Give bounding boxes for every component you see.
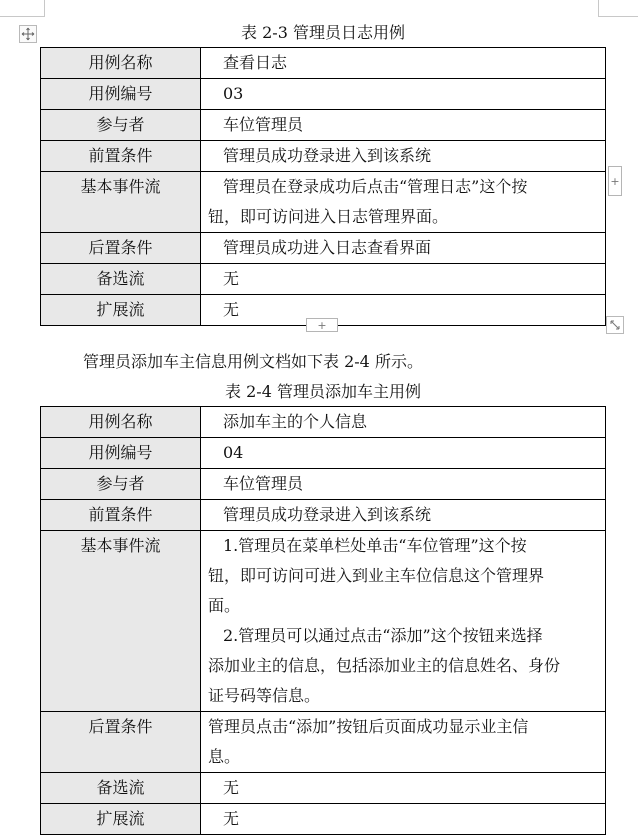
text-line: 1.管理员在菜单栏处单击“车位管理”这个按 (223, 536, 527, 555)
row-label: 备选流 (41, 264, 201, 295)
table-row (41, 141, 606, 172)
row-label: 前置条件 (41, 500, 201, 531)
table-row (41, 233, 606, 264)
add-row-button[interactable] (306, 318, 338, 332)
use-case-table-logs (40, 47, 606, 326)
use-case-table-add-owner (40, 406, 606, 835)
table-caption: 表 2-3 管理员日志用例 (241, 23, 405, 42)
row-value[interactable]: 查看日志 (201, 48, 606, 79)
table-row (41, 407, 606, 438)
row-label: 扩展流 (41, 295, 201, 326)
row-value[interactable]: 无 (201, 804, 606, 835)
row-value[interactable]: 车位管理员 (201, 110, 606, 141)
table-row (41, 773, 606, 804)
row-label: 前置条件 (41, 141, 201, 172)
intro-paragraph: 管理员添加车主信息用例文档如下表 2-4 所示。 (83, 352, 423, 371)
table-row (41, 531, 606, 712)
row-label: 用例名称 (41, 48, 201, 79)
table-row (41, 48, 606, 79)
row-label: 后置条件 (41, 233, 201, 264)
row-label: 用例编号 (41, 79, 201, 110)
table-resize-handle[interactable] (606, 316, 624, 334)
page-corner-guide (598, 0, 638, 17)
row-value[interactable]: 无 (201, 295, 606, 326)
text-line: 面。 (208, 596, 241, 615)
row-value[interactable]: 车位管理员 (201, 469, 606, 500)
table-row (41, 172, 606, 233)
row-value[interactable] (201, 531, 606, 712)
table-row (41, 500, 606, 531)
table-row (41, 469, 606, 500)
add-column-button[interactable] (608, 166, 622, 196)
plus-icon: + (610, 174, 620, 188)
text-line: 2.管理员可以通过点击“添加”这个按钮来选择 (223, 626, 543, 645)
table-move-handle[interactable] (19, 25, 37, 43)
row-label: 用例编号 (41, 438, 201, 469)
row-value[interactable]: 无 (201, 773, 606, 804)
row-value[interactable]: 管理员成功登录进入到该系统 (201, 500, 606, 531)
plus-icon: + (317, 318, 327, 332)
resize-icon (609, 319, 621, 331)
table-row (41, 438, 606, 469)
row-value[interactable]: 无 (201, 264, 606, 295)
row-value[interactable]: 04 (201, 438, 606, 469)
row-value[interactable] (201, 712, 606, 773)
text-line: 管理员在登录成功后点击“管理日志”这个按 (223, 177, 528, 196)
row-label: 用例名称 (41, 407, 201, 438)
row-value[interactable]: 03 (201, 79, 606, 110)
table-row (41, 804, 606, 835)
page-corner-guide (0, 0, 45, 17)
row-label: 扩展流 (41, 804, 201, 835)
row-label: 基本事件流 (41, 172, 201, 233)
text-line: 管理员点击“添加”按钮后页面成功显示业主信 (208, 717, 529, 736)
move-icon (21, 27, 35, 41)
text-line: 钮，即可访问进入日志管理界面。 (208, 207, 449, 226)
table-row (41, 264, 606, 295)
text-line: 息。 (208, 747, 241, 766)
row-label: 基本事件流 (41, 531, 201, 712)
table-caption: 表 2-4 管理员添加车主用例 (225, 382, 421, 401)
table-row (41, 712, 606, 773)
row-value[interactable]: 管理员成功进入日志查看界面 (201, 233, 606, 264)
table-row (41, 110, 606, 141)
row-label: 后置条件 (41, 712, 201, 773)
table-row (41, 79, 606, 110)
text-line: 证号码等信息。 (208, 686, 321, 705)
row-value[interactable] (201, 172, 606, 233)
row-label: 备选流 (41, 773, 201, 804)
text-line: 添加业主的信息，包括添加业主的信息姓名、身份 (208, 656, 561, 675)
row-value[interactable]: 管理员成功登录进入到该系统 (201, 141, 606, 172)
text-line: 钮，即可访问可进入到业主车位信息这个管理界 (208, 566, 545, 585)
row-value[interactable]: 添加车主的个人信息 (201, 407, 606, 438)
row-label: 参与者 (41, 469, 201, 500)
row-label: 参与者 (41, 110, 201, 141)
